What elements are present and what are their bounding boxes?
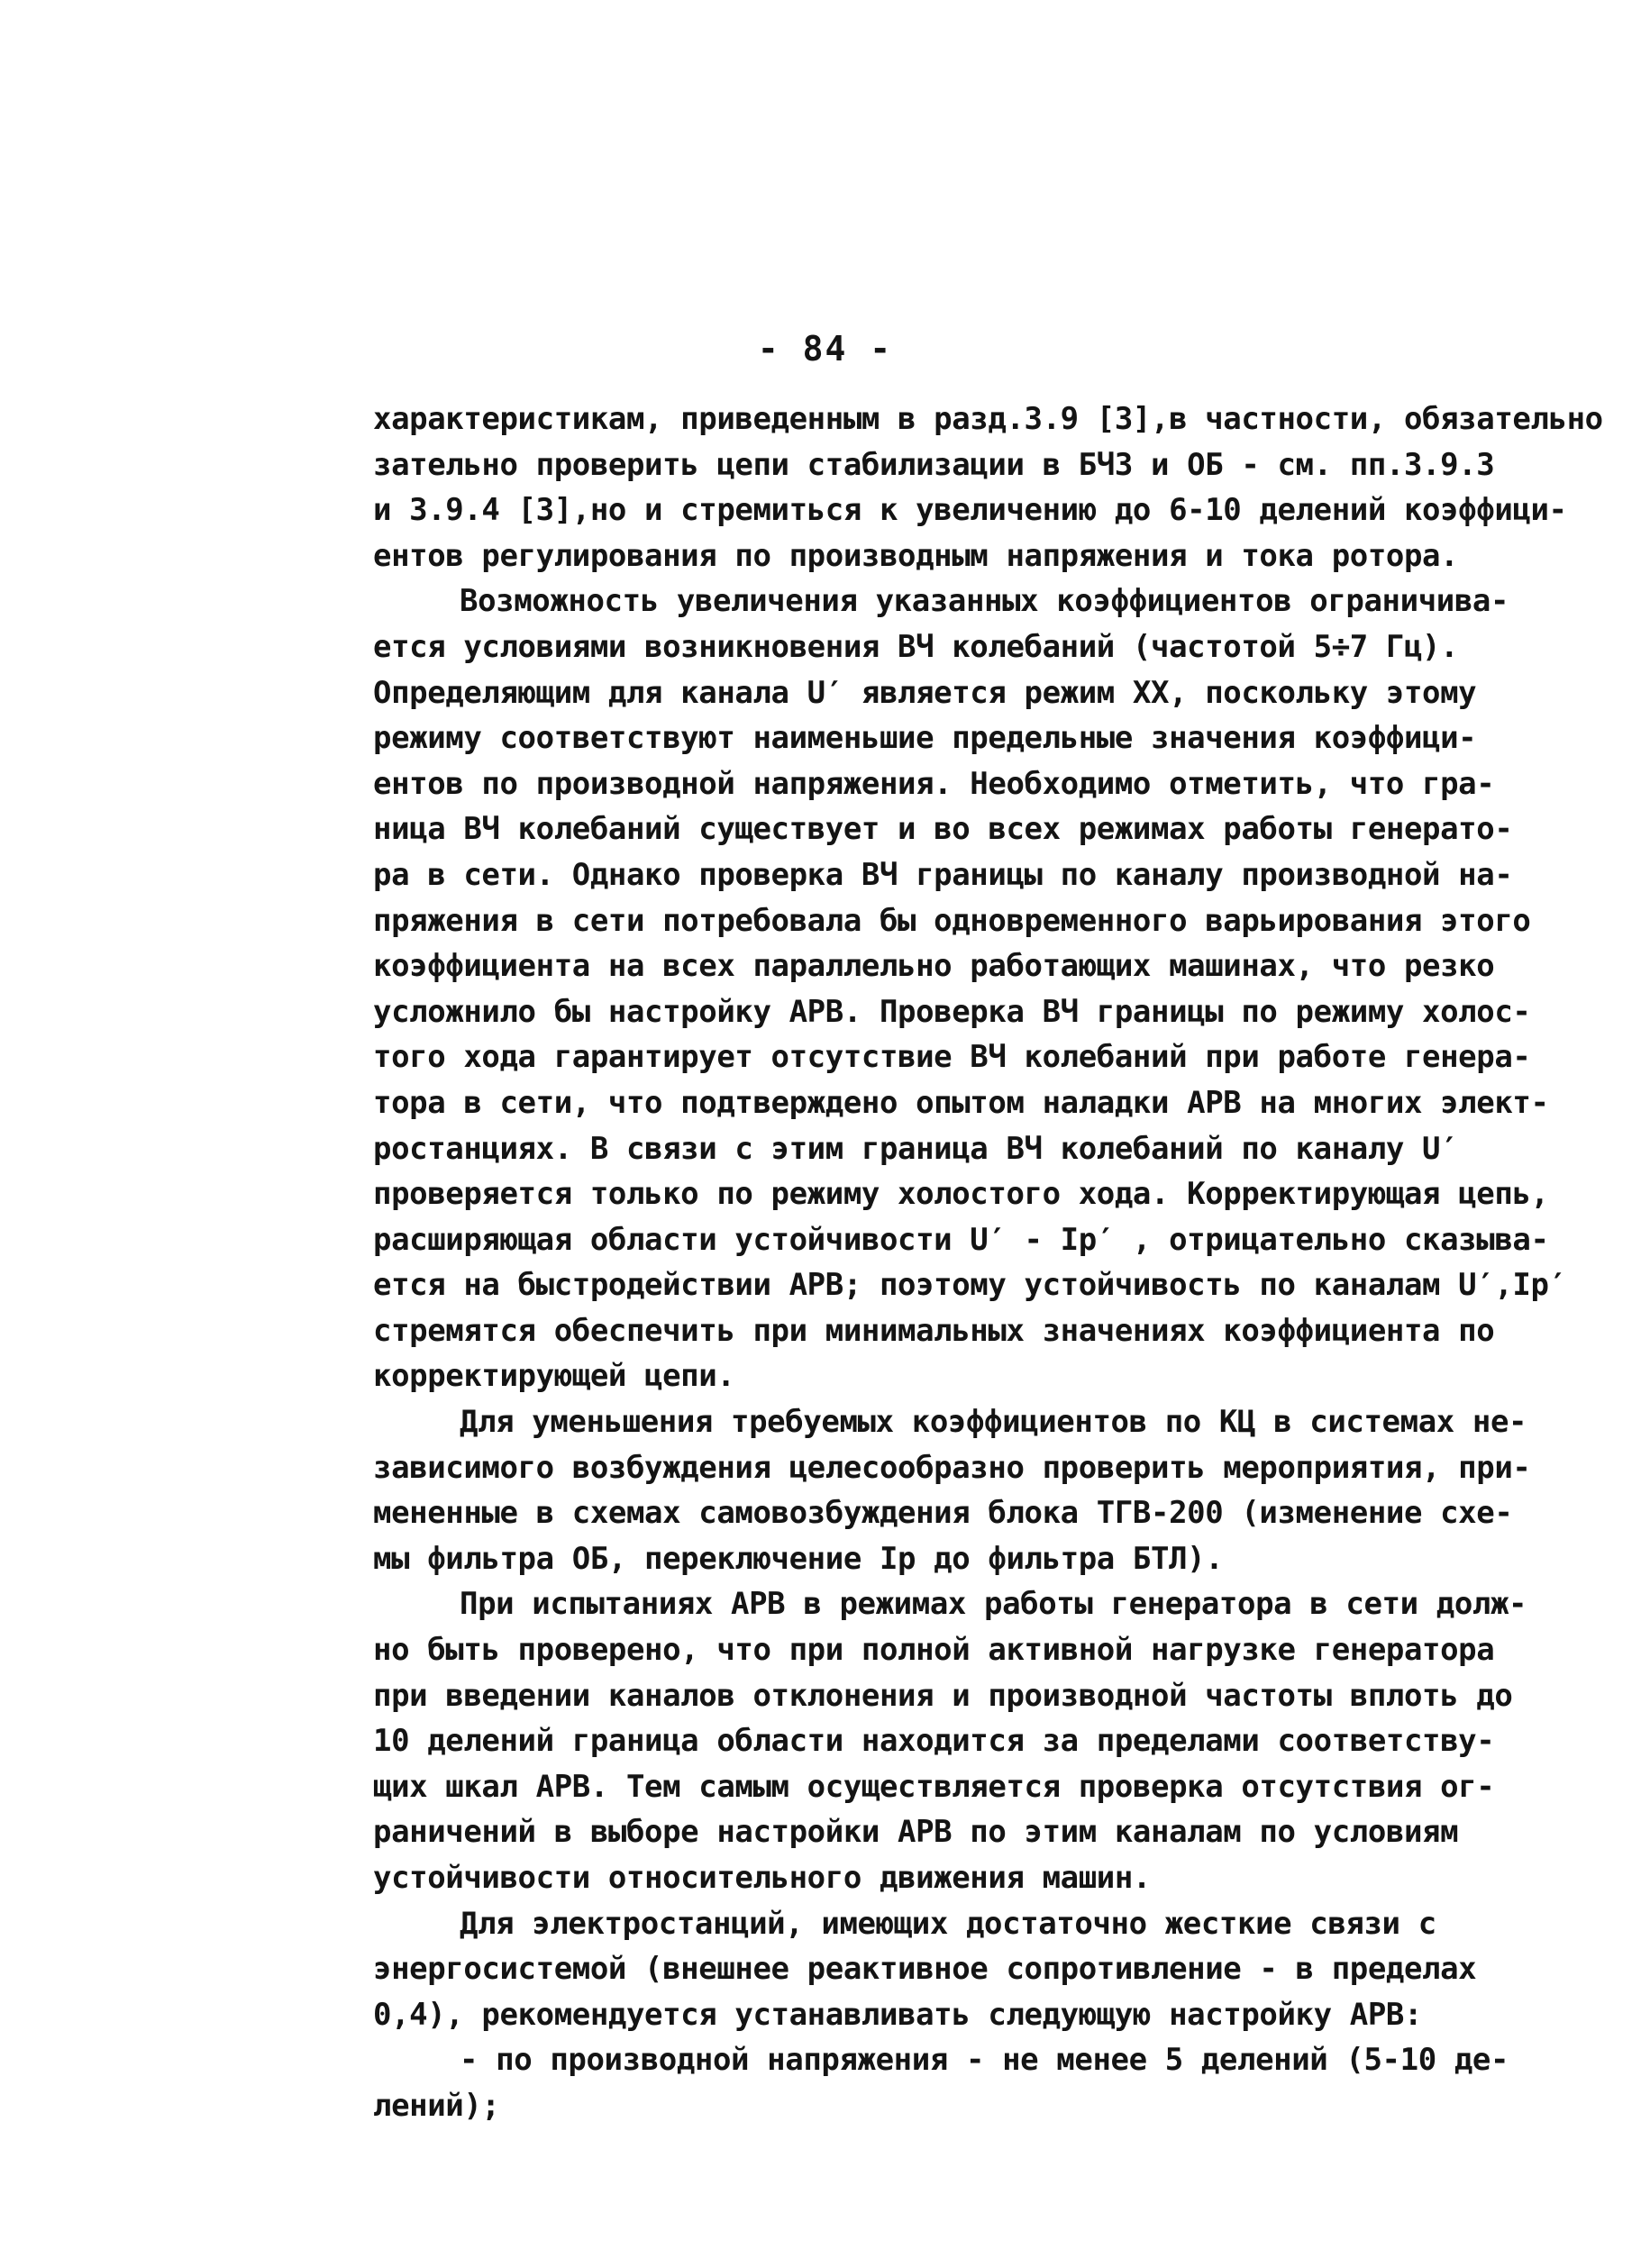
- text-line: - по производной напряжения - не менее 5 делений (5-10 де-: [460, 2042, 1509, 2079]
- text-line: ентов регулирования по производным напряжения и тока ротора.: [373, 537, 1459, 574]
- text-line: зательно проверить цепи стабилизации в БЧЗ и ОБ - см. пп.3.9.3: [373, 446, 1495, 483]
- text-line: пряжения в сети потребовала бы одновременного варьирования этого: [373, 902, 1531, 939]
- text-line: Для уменьшения требуемых коэффициентов по КЦ в системах не-: [460, 1404, 1527, 1441]
- text-line: ница ВЧ колебаний существует и во всех режимах работы генерато-: [373, 811, 1513, 848]
- text-line: При испытаниях АРВ в режимах работы генератора в сети долж-: [460, 1586, 1527, 1623]
- text-line: при введении каналов отклонения и производной частоты вплоть до: [373, 1677, 1513, 1714]
- text-line: ется условиями возникновения ВЧ колебаний (частотой 5÷7 Гц).: [373, 628, 1459, 665]
- text-line: ростанциях. В связи с этим граница ВЧ колебаний по каналу U′: [373, 1130, 1459, 1167]
- text-line: усложнило бы настройку АРВ. Проверка ВЧ границы по режиму холос-: [373, 993, 1531, 1030]
- text-line: корректирующей цепи.: [373, 1358, 735, 1395]
- text-line: тора в сети, что подтверждено опытом наладки АРВ на многих элект-: [373, 1084, 1549, 1121]
- text-line: характеристикам, приведенным в разд.3.9 [3],в частности, обязательно: [373, 401, 1603, 437]
- text-line: того хода гарантирует отсутствие ВЧ колебаний при работе генера-: [373, 1039, 1531, 1076]
- text-line: коэффициента на всех параллельно работающих машинах, что резко: [373, 948, 1495, 985]
- text-line: ра в сети. Однако проверка ВЧ границы по каналу производной на-: [373, 856, 1513, 893]
- text-line: ется на быстродействии АРВ; поэтому устойчивость по каналам U′,Iр′: [373, 1267, 1567, 1304]
- text-line: проверяется только по режиму холостого хода. Корректирующая цепь,: [373, 1176, 1549, 1213]
- document-body: [373, 396, 1603, 2129]
- text-line: энергосистемой (внешнее реактивное сопротивление - в пределах: [373, 1951, 1477, 1988]
- text-line: 0,4), рекомендуется устанавливать следующую настройку АРВ:: [373, 1996, 1423, 2033]
- text-line: щих шкал АРВ. Тем самым осуществляется проверка отсутствия ог-: [373, 1768, 1495, 1805]
- text-line: Для электростанций, имеющих достаточно жесткие связи с: [460, 1905, 1436, 1942]
- text-line: расширяющая области устойчивости U′ - Iр′ , отрицательно сказыва-: [373, 1221, 1549, 1258]
- text-line: зависимого возбуждения целесообразно проверить мероприятия, при-: [373, 1449, 1531, 1486]
- text-line: и 3.9.4 [3],но и стремиться к увеличению до 6-10 делений коэффици-: [373, 492, 1567, 529]
- text-line: ентов по производной напряжения. Необходимо отметить, что гра-: [373, 765, 1495, 802]
- text-line: но быть проверено, что при полной активной нагрузке генератора: [373, 1632, 1495, 1669]
- text-line: Определяющим для канала U′ является режим XX, поскольку этому: [373, 674, 1477, 711]
- text-line: Возможность увеличения указанных коэффициентов ограничива-: [460, 583, 1509, 620]
- text-line: устойчивости относительного движения машин.: [373, 1860, 1151, 1896]
- text-line: режиму соответствуют наименьшие предельные значения коэффици-: [373, 720, 1477, 757]
- text-line: мененные в схемах самовозбуждения блока ТГВ-200 (изменение схе-: [373, 1495, 1513, 1532]
- text-line: 10 делений граница области находится за пределами соответству-: [373, 1723, 1495, 1760]
- text-line: раничений в выборе настройки АРВ по этим каналам по условиям: [373, 1814, 1459, 1851]
- text-line: лений);: [373, 2087, 500, 2124]
- text-line: мы фильтра ОБ, переключение Iр до фильтра БТЛ).: [373, 1540, 1224, 1577]
- text-line: стремятся обеспечить при минимальных значениях коэффициента по: [373, 1312, 1495, 1349]
- page-number: - 84 -: [757, 329, 893, 369]
